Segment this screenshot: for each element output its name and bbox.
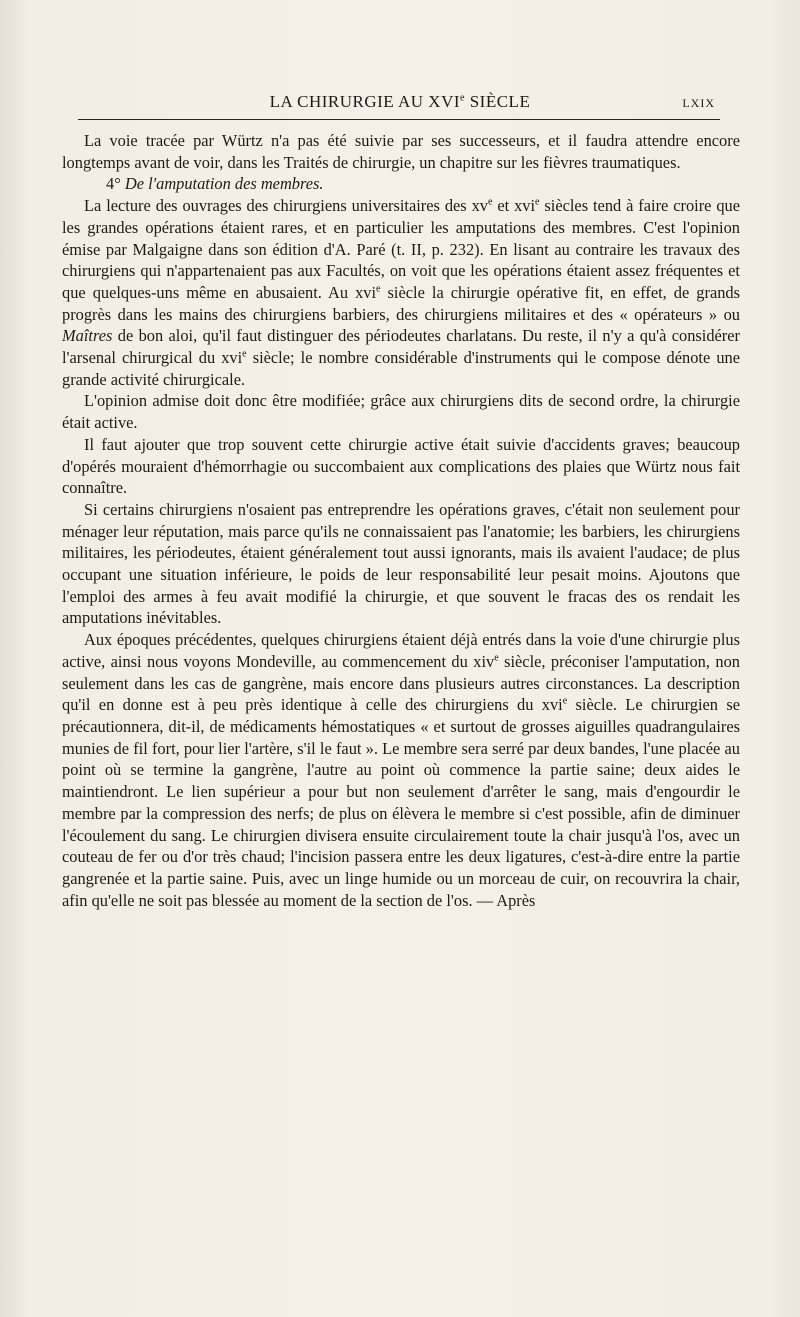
paragraph-4: Il faut ajouter que trop souvent cette chirurgie active était suivie d'accidents graves; beaucoup d'opérés mouraient d'hémorrhagie ou succombaient aux complications des plaies que Würtz nous fait connaître.	[62, 434, 740, 498]
section-heading	[62, 173, 740, 195]
paragraph-2-part-d: siècle la chirurgie opérative fit, en effet, de grands progrès dans les mains des chirurgiens barbiers, des chirurgiens militaires et des « opérateurs » ou	[62, 282, 741, 324]
century-sup: e	[242, 348, 247, 360]
paragraph-1: La voie tracée par Würtz n'a pas été suivie par ses successeurs, et il faudra attendre encore longtemps avant de voir, dans les Traités de chirurgie, un chapitre sur les fièvres traumatiques.	[62, 131, 740, 172]
paragraph-2	[62, 195, 740, 390]
paragraph-3: L'opinion admise doit donc être modifiée; grâce aux chirurgiens dits de second ordre, la chirurgie était active.	[62, 391, 740, 433]
running-title-sup: e	[460, 92, 465, 104]
century-sup: e	[535, 196, 540, 208]
paragraph-6-part-c: siècle. Le chirurgien se précautionnera, dit-il, de médicaments hémostatiques « et surtout de grosses aiguilles quadrangulaires munies de fil fort, pour lier l'artère, s'il le faut ». Le membre sera serré par deux bandes, l'une placée au point où se termine la gangrène, l'autre au point où commence la partie saine; deux aides le maintiendront. Le lien supérieur a pour but non seulement d'arrêter le sang, mais d'engourdir le membre par la compression des nerfs; de plus on élèvera le membre si c'est possible, afin de diminuer l'écoulement du sang. Le chirurgien divisera ensuite circulairement toute la chair jusqu'à l'os, avec un couteau de fer ou d'or très chaud; l'incision passera entre les deux ligatures, c'est-à-dire entre la partie gangrenée et la partie saine. Puis, avec un linge humide ou un morceau de cuir, on recouvrira la chair, afin qu'elle ne soit pas blessée au moment de la section de l'os. — Après	[62, 695, 740, 910]
paragraph-6-part-b: siècle, préconiser l'amputation, non seulement dans les cas de gangrène, mais encore dans plusieurs autres circonstances. La description qu'il en donne est à peu près identique à celle des chirurgiens du xvi	[62, 651, 740, 715]
paragraph-2-italic: Maîtres	[62, 326, 113, 346]
paragraph-6	[62, 629, 740, 911]
century-sup: e	[494, 652, 499, 664]
header-rule	[78, 119, 720, 120]
running-head	[0, 92, 800, 120]
century-sup: e	[562, 695, 568, 707]
paragraph-2-part-a: La lecture des ouvrages des chirurgiens universitaires des xv	[84, 196, 488, 216]
paragraph-6-part-a: Aux époques précédentes, quelques chirurgiens étaient déjà entrés dans la voie d'une chirurgie plus active, ainsi nous voyons Mondeville, au commencement du xiv	[62, 630, 740, 671]
paragraph-2-part-f: de bon aloi, qu'il faut distinguer des périodeutes charlatans. Du reste, il n'y a qu'à considérer l'arsenal chirurgical du xvi	[62, 326, 740, 368]
running-title-text: LA CHIRURGIE AU XVI	[269, 92, 461, 111]
running-title	[0, 92, 800, 112]
running-title-end: SIÈCLE	[464, 92, 531, 111]
body-text	[62, 130, 740, 911]
century-sup: e	[376, 283, 381, 295]
paragraph-2-part-b: et xvi	[492, 196, 536, 216]
section-number: 4°	[106, 174, 121, 194]
paragraph-2-part-c: siècles tend à faire croire que les grandes opérations étaient rares, et en particulier les amputations des membres. C'est l'opinion émise par Malgaigne dans son édition d'A. Paré (t. II, p. 232). En lisant au contraire les travaux des chirurgiens qui n'appartenaient pas aux Facultés, on voit que les opérations étaient assez fréquentes et que quelques-uns même en abusaient. Au xvi	[62, 196, 741, 302]
page-number: LXIX	[682, 96, 715, 110]
section-title: De l'amputation des membres.	[124, 174, 324, 194]
paragraph-2-part-g: siècle; le nombre considérable d'instruments qui le compose dénote une grande activité chirurgicale.	[62, 348, 740, 389]
century-sup: e	[487, 196, 493, 208]
paragraph-5: Si certains chirurgiens n'osaient pas entreprendre les opérations graves, c'était non seulement pour ménager leur réputation, mais parce qu'ils ne connaissaient pas l'anatomie; les barbiers, les chirurgiens militaires, les périodeutes, étaient généralement tout aussi ignorants, mais ils avaient l'audace; de plus occupant une situation inférieure, le poids de leur responsabilité leur pesait moins. Ajoutons que l'emploi des armes à feu avait modifié la chirurgie, et que souvent le fracas des os rendait les amputations inévitables.	[62, 499, 740, 628]
